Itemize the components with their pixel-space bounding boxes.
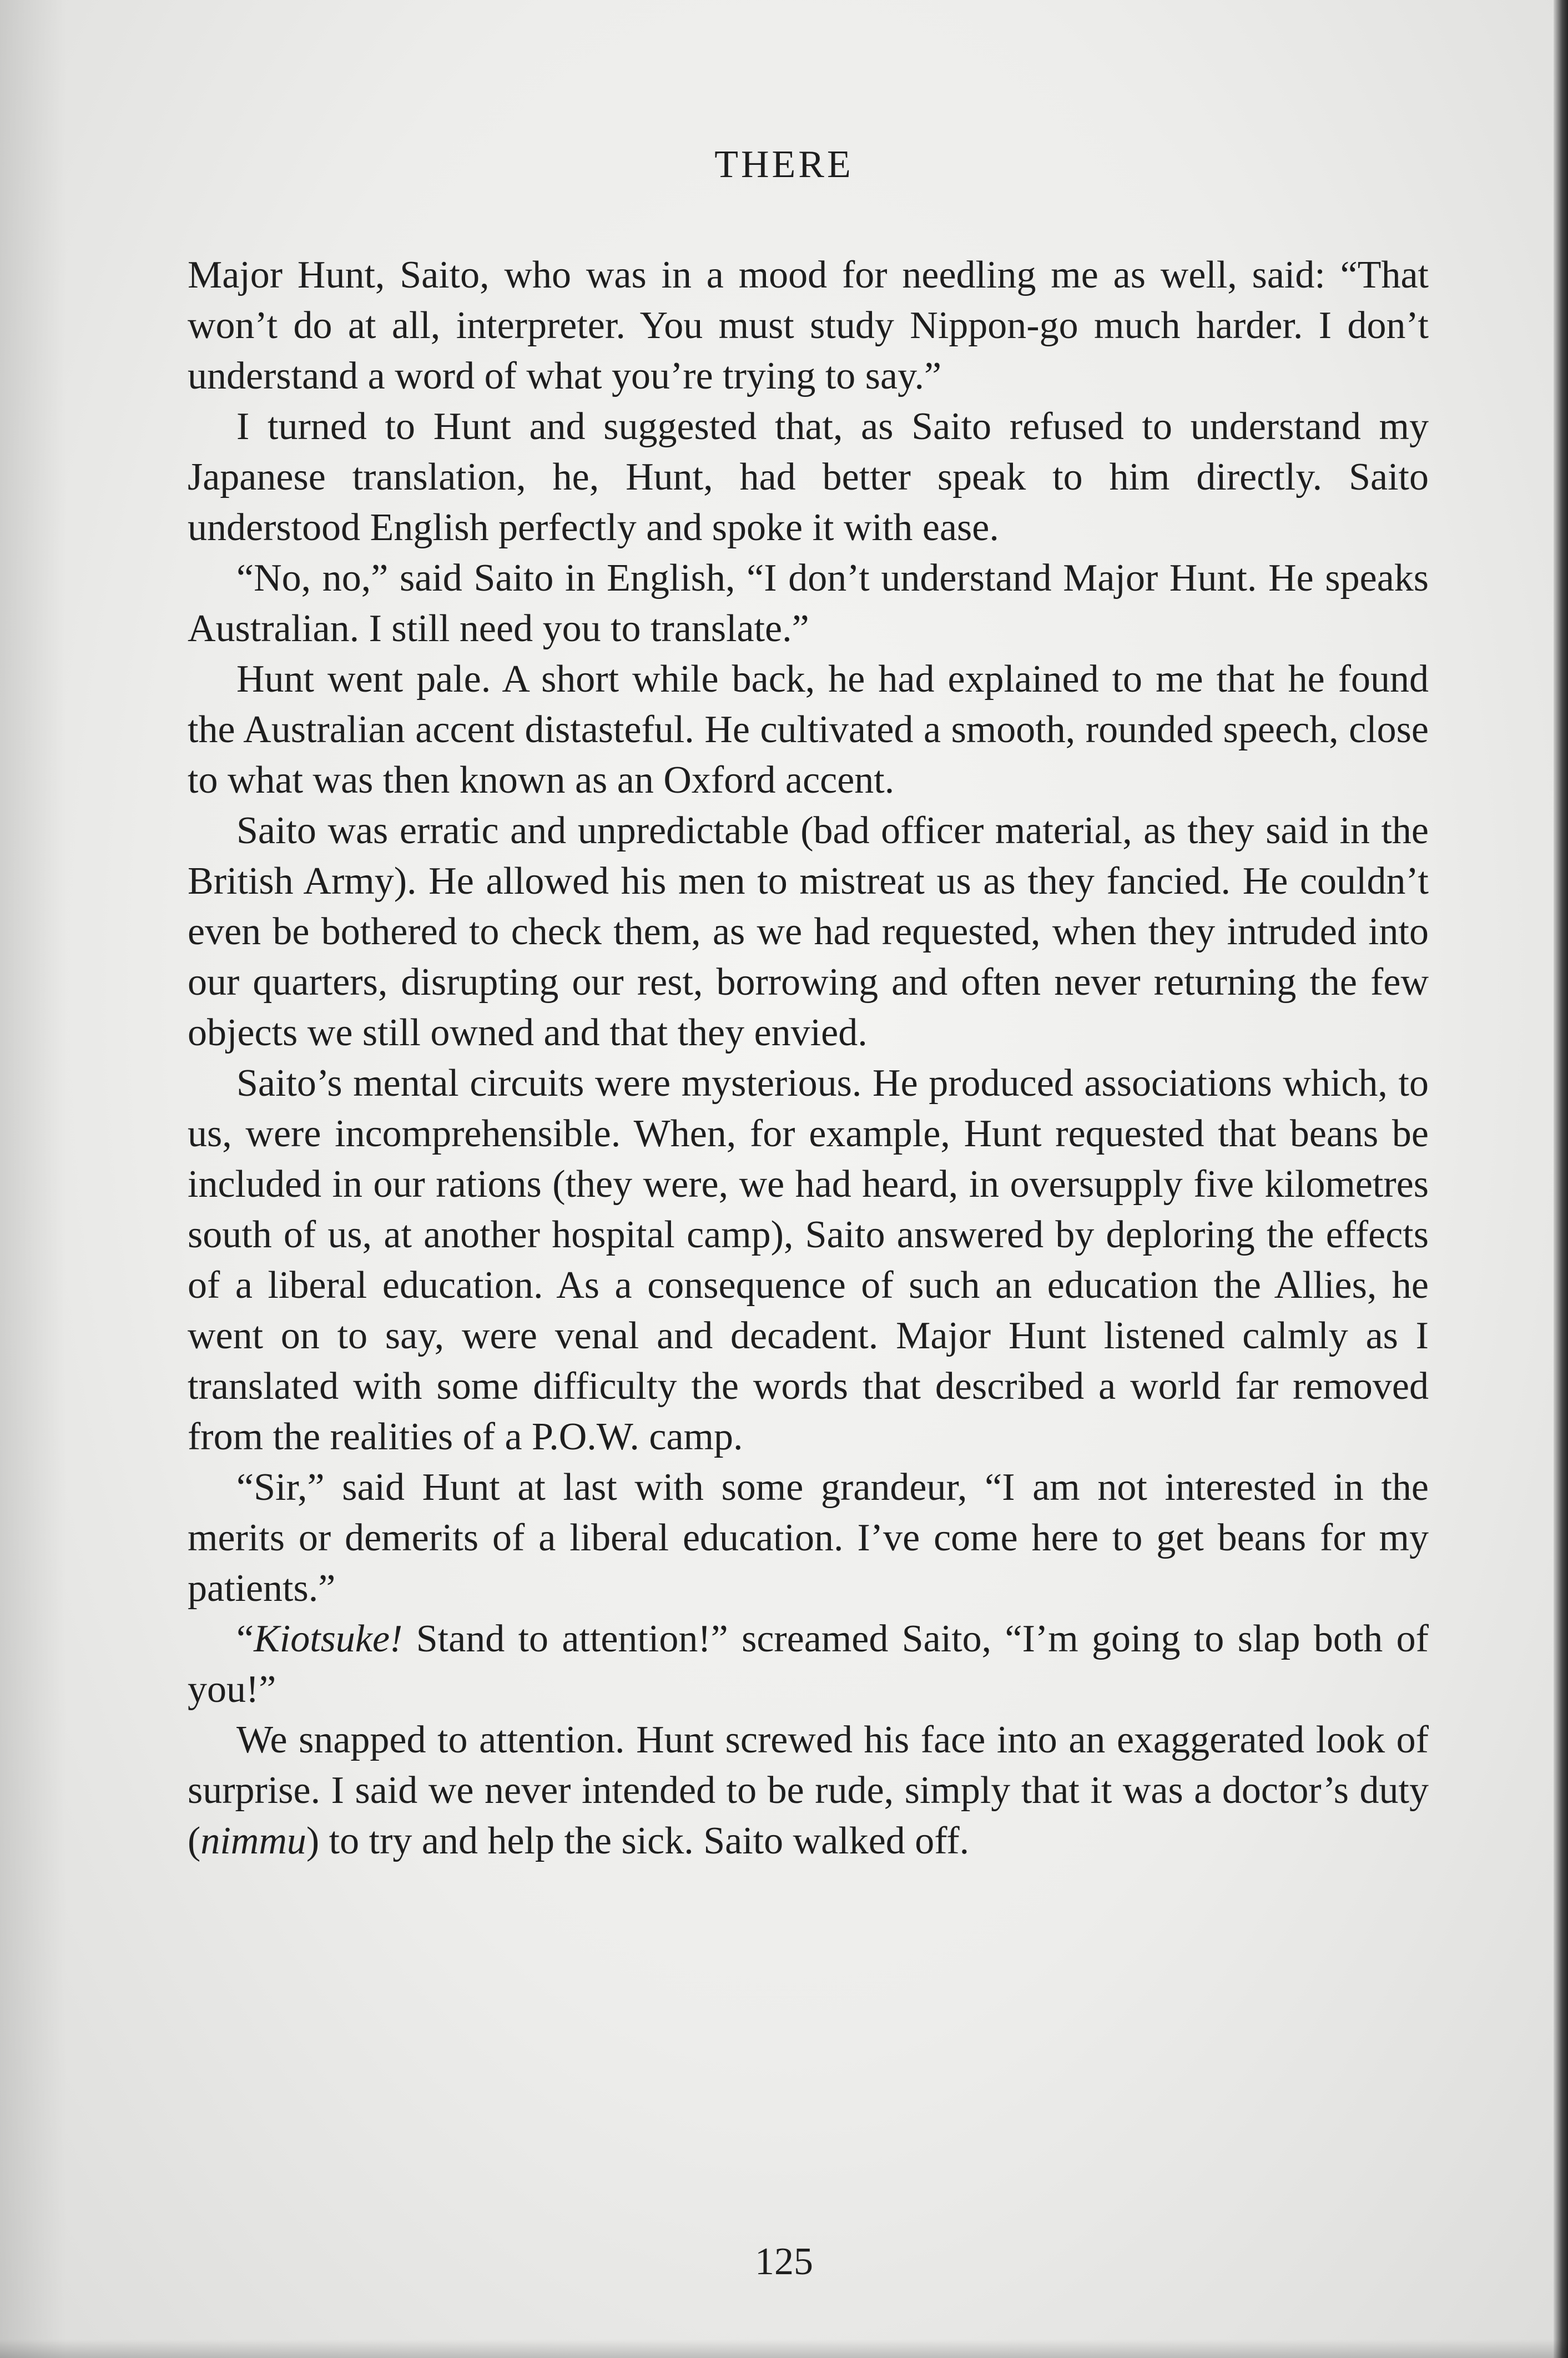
italic-text: Kiotsuke!	[254, 1618, 403, 1660]
paragraph	[188, 1715, 1429, 1866]
paragraph	[188, 553, 1429, 654]
page-number: 125	[755, 2240, 813, 2283]
text-run: Saito’s mental circuits were mysterious. He produced associations which, to us, were incomprehensible. When, for example, Hunt requested that beans be included in our rations (they were, we had heard, in oversupply five kilometres south of us, at another hospital camp), Saito answered by deploring the effects of a liberal education. As a consequence of such an education the Allies, he went on to say, were venal and decadent. Major Hunt listened calmly as I translated with some difficulty the words that described a world far removed from the realities of a P.O.W. camp.	[188, 1062, 1429, 1458]
text-run: ) to try and help the sick. Saito walked off.	[306, 1820, 970, 1862]
running-head: THERE	[714, 143, 854, 186]
bottom-shadow	[0, 2339, 1568, 2358]
body-text	[188, 250, 1429, 1866]
text-run: Stand to attention!” screamed Saito, “I’m going to slap both of you!”	[188, 1618, 1429, 1711]
text-run: Hunt went pale. A short while back, he had explained to me that he found the Australian accent distasteful. He cultivated a smooth, rounded speech, close to what was then known as an Oxford accent.	[188, 658, 1429, 802]
italic-text: nimmu	[200, 1820, 306, 1862]
gutter-shadow	[0, 0, 67, 2358]
text-run: I turned to Hunt and suggested that, as Saito refused to understand my Japanese translation, he, Hunt, had better speak to him directly. Saito understood English perfectly and spoke it with ease.	[188, 405, 1429, 549]
paragraph	[188, 250, 1429, 401]
page-edge	[1554, 0, 1568, 2358]
paragraph	[188, 805, 1429, 1058]
text-run: “Sir,” said Hunt at last with some grandeur, “I am not interested in the merits or demerits of a liberal education. I’ve come here to get beans for my patients.”	[188, 1466, 1429, 1610]
text-run: “No, no,” said Saito in English, “I don’t understand Major Hunt. He speaks Australian. I still need you to translate.”	[188, 557, 1429, 650]
text-run: Saito was erratic and unpredictable (bad officer material, as they said in the British Army). He allowed his men to mistreat us as they fancied. He couldn’t even be bothered to check them, as we had requested, when they intruded into our quarters, disrupting our rest, borrowing and often never returning the few objects we still owned and that they envied.	[188, 809, 1429, 1054]
paragraph	[188, 654, 1429, 805]
text-run: Major Hunt, Saito, who was in a mood for needling me as well, said: “That won’t do at all, interpreter. You must study Nippon-go much harder. I don’t understand a word of what you’re trying to say.”	[188, 254, 1429, 397]
paragraph	[188, 1058, 1429, 1462]
text-run: We snapped to attention. Hunt screwed his face into an exaggerated look of surprise. I said we never intended to be rude, simply that it was a doctor’s duty (	[188, 1719, 1429, 1862]
text-run: “	[236, 1618, 254, 1660]
paragraph	[188, 401, 1429, 553]
paragraph	[188, 1614, 1429, 1715]
paragraph	[188, 1462, 1429, 1614]
